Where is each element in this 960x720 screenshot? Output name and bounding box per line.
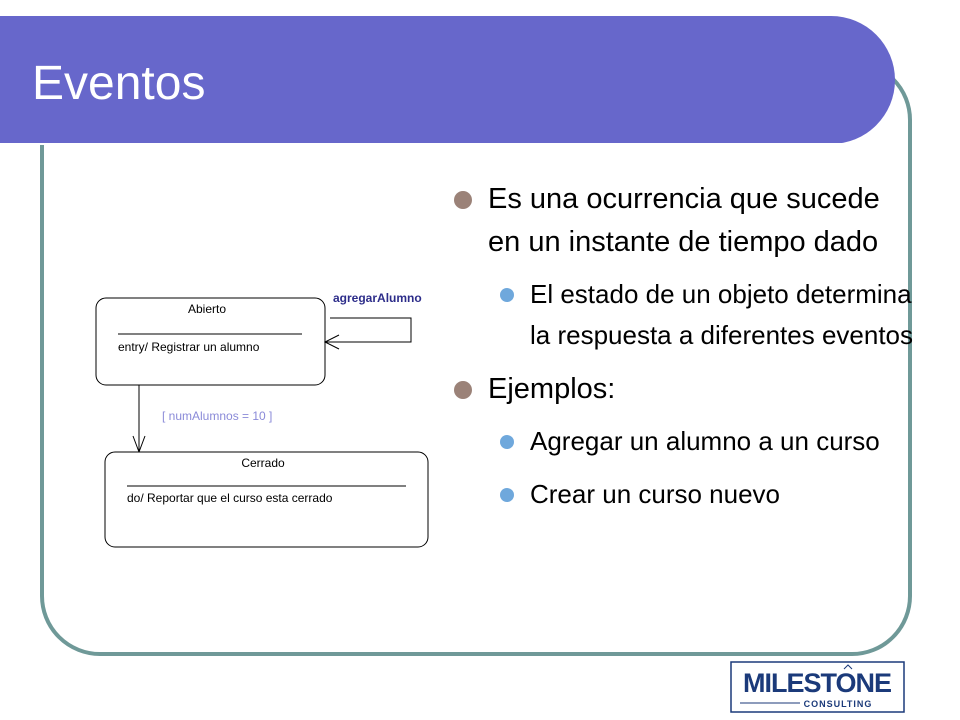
- bullet-dot-icon: [454, 381, 472, 399]
- self-transition-arrow: [325, 318, 411, 342]
- state-open-action: entry/ Registrar un alumno: [118, 340, 260, 354]
- bullet-text: Agregar un alumno a un curso: [530, 426, 880, 456]
- bullet-text: El estado de un objeto determina la respuesta a diferentes eventos: [530, 279, 914, 350]
- bullet-dot-icon: [500, 288, 514, 302]
- state-closed-name: Cerrado: [241, 456, 285, 470]
- bullet-dot-icon: [500, 488, 514, 502]
- bullet-list: [450, 178, 920, 527]
- sub-bullet-item: [450, 421, 920, 462]
- state-closed-action: do/ Reportar que el curso esta cerrado: [127, 491, 333, 505]
- state-open-name: Abierto: [187, 302, 227, 316]
- sub-bullet-item: [450, 474, 920, 515]
- bullet-text: Crear un curso nuevo: [530, 479, 781, 509]
- bullet-dot-icon: [500, 435, 514, 449]
- bullet-dot-icon: [454, 191, 472, 209]
- guard-label: [ numAlumnos = 10 ]: [162, 409, 273, 423]
- bullet-item: [450, 178, 920, 264]
- sub-bullet-item: [450, 274, 920, 356]
- slide-title: Eventos: [32, 57, 206, 110]
- logo-tagline: CONSULTING: [803, 699, 873, 709]
- self-transition-label: agregarAlumno: [333, 291, 422, 305]
- bullet-text: Ejemplos:: [488, 373, 616, 405]
- bullet-item: [450, 368, 920, 411]
- bullet-text: Es una ocurrencia que sucede en un instante de tiempo dado: [488, 183, 880, 258]
- logo-name: MILESTONE: [742, 668, 892, 698]
- milestone-logo: [730, 661, 905, 713]
